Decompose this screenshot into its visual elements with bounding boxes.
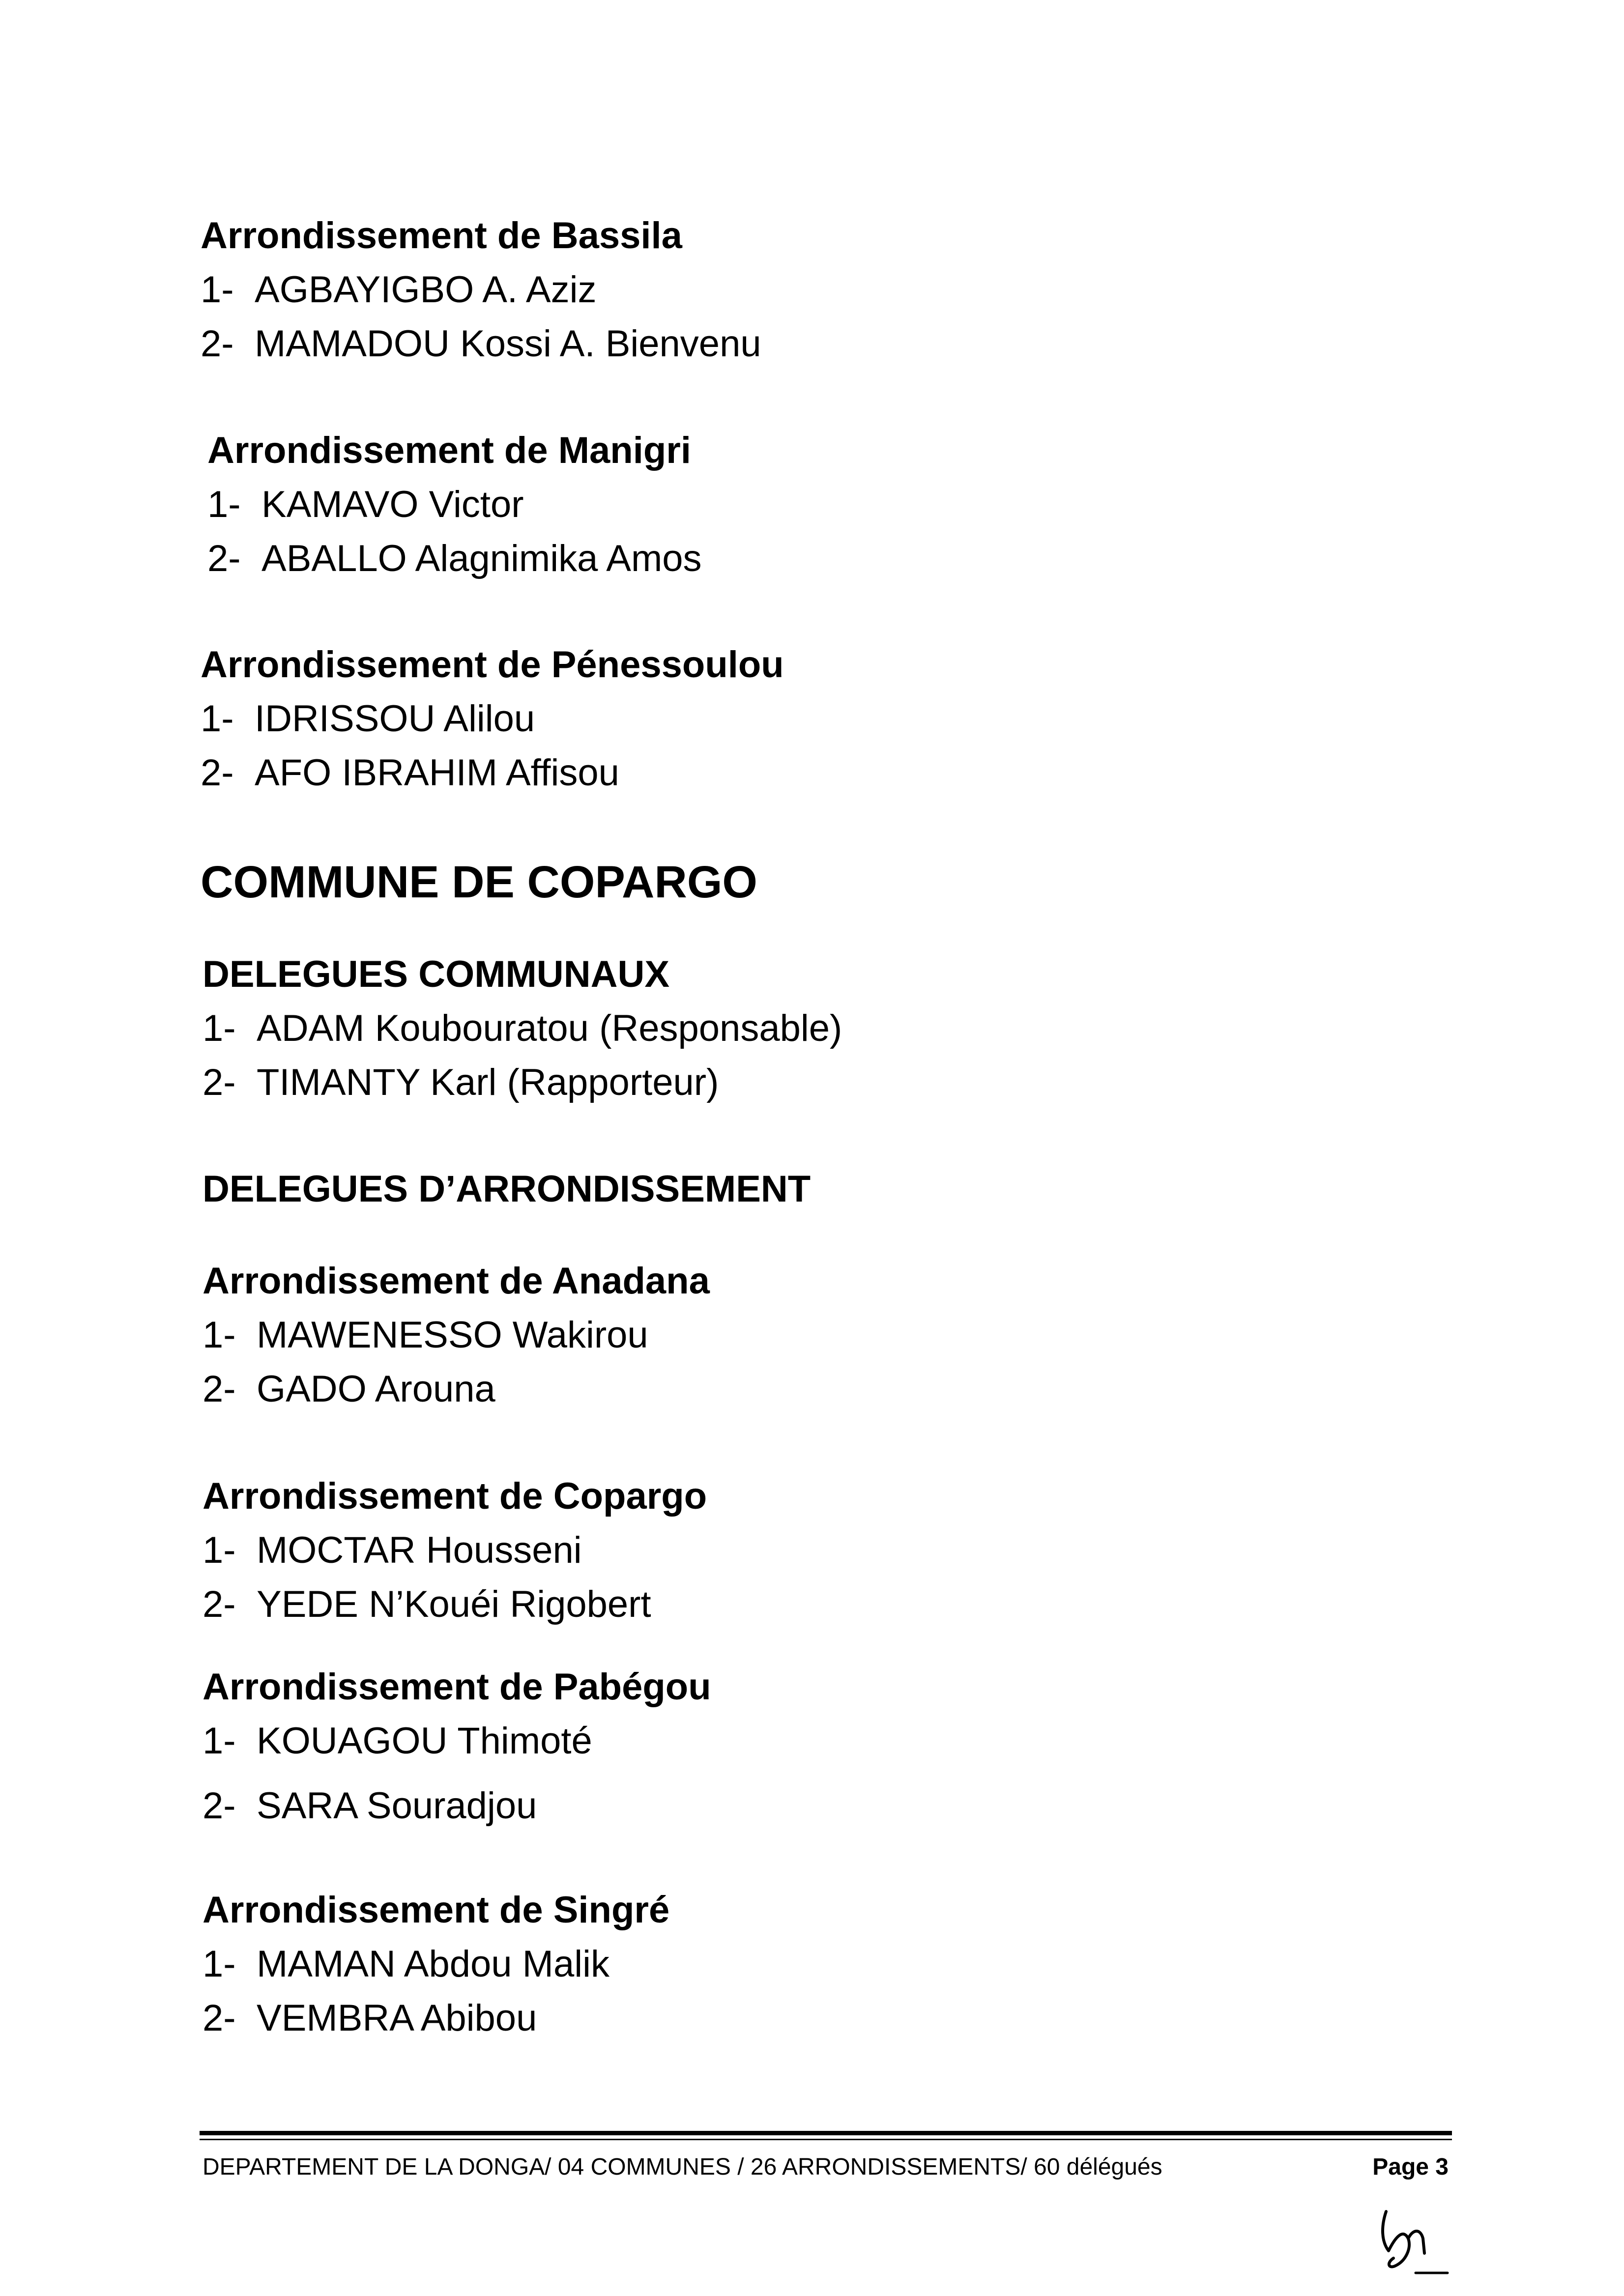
section-heading: Arrondissement de Copargo: [203, 1475, 707, 1517]
list-item: 2- YEDE N’Kouéi Rigobert: [203, 1583, 651, 1625]
section-penessoulou: [201, 638, 784, 800]
list-item: 1- AGBAYIGBO A. Aziz: [201, 269, 597, 311]
section-manigri: [207, 424, 702, 586]
section-heading: Arrondissement de Pabégou: [203, 1666, 711, 1708]
commune-title: COMMUNE DE COPARGO: [201, 857, 757, 907]
list-item: 1- MAWENESSO Wakirou: [203, 1314, 648, 1356]
delegues-arrondissement-heading: DELEGUES D’ARRONDISSEMENT: [203, 1168, 811, 1210]
section-heading: Arrondissement de Bassila: [201, 215, 682, 257]
section-heading: DELEGUES COMMUNAUX: [203, 953, 670, 995]
list-item: 1- MAMAN Abdou Malik: [203, 1943, 610, 1985]
footer-rule-thin: [200, 2139, 1452, 2140]
section-heading: Arrondissement de Manigri: [207, 430, 691, 471]
footer-rule-thick: [200, 2131, 1452, 2135]
section-anadana: [203, 1254, 710, 1416]
list-item: 2- AFO IBRAHIM Affisou: [201, 752, 619, 794]
section-copargo: [203, 1469, 707, 1632]
list-item: 1- KOUAGOU Thimoté: [203, 1720, 592, 1762]
footer-text: DEPARTEMENT DE LA DONGA/ 04 COMMUNES / 26 ARRONDISSEMENTS/ 60 délégués: [203, 2154, 1162, 2180]
section-singre: [203, 1883, 669, 2045]
section-pabegou: [203, 1660, 711, 1833]
section-heading: Arrondissement de Singré: [203, 1889, 670, 1931]
list-item: 2- SARA Souradjou: [203, 1785, 537, 1827]
page-number: Page 3: [1372, 2154, 1449, 2180]
handwritten-initials-signature: [1366, 2202, 1455, 2280]
list-item: 1- MOCTAR Housseni: [203, 1529, 582, 1571]
list-item: 1- KAMAVO Victor: [207, 484, 524, 525]
list-item: 2- ABALLO Alagnimika Amos: [207, 538, 702, 579]
list-item: 2- GADO Arouna: [203, 1368, 495, 1410]
list-item: 2- TIMANTY Karl (Rapporteur): [203, 1062, 719, 1103]
list-item: 2- MAMADOU Kossi A. Bienvenu: [201, 323, 761, 365]
section-heading: Arrondissement de Pénessoulou: [201, 644, 784, 686]
page-footer: [203, 2145, 1449, 2189]
list-item: 1- IDRISSOU Alilou: [201, 698, 535, 740]
section-delegues-communaux: [203, 947, 842, 1110]
list-item: 1- ADAM Koubouratou (Responsable): [203, 1007, 842, 1049]
section-bassila: [201, 209, 761, 371]
section-heading: Arrondissement de Anadana: [203, 1260, 710, 1302]
list-item: 2- VEMBRA Abibou: [203, 1997, 537, 2039]
